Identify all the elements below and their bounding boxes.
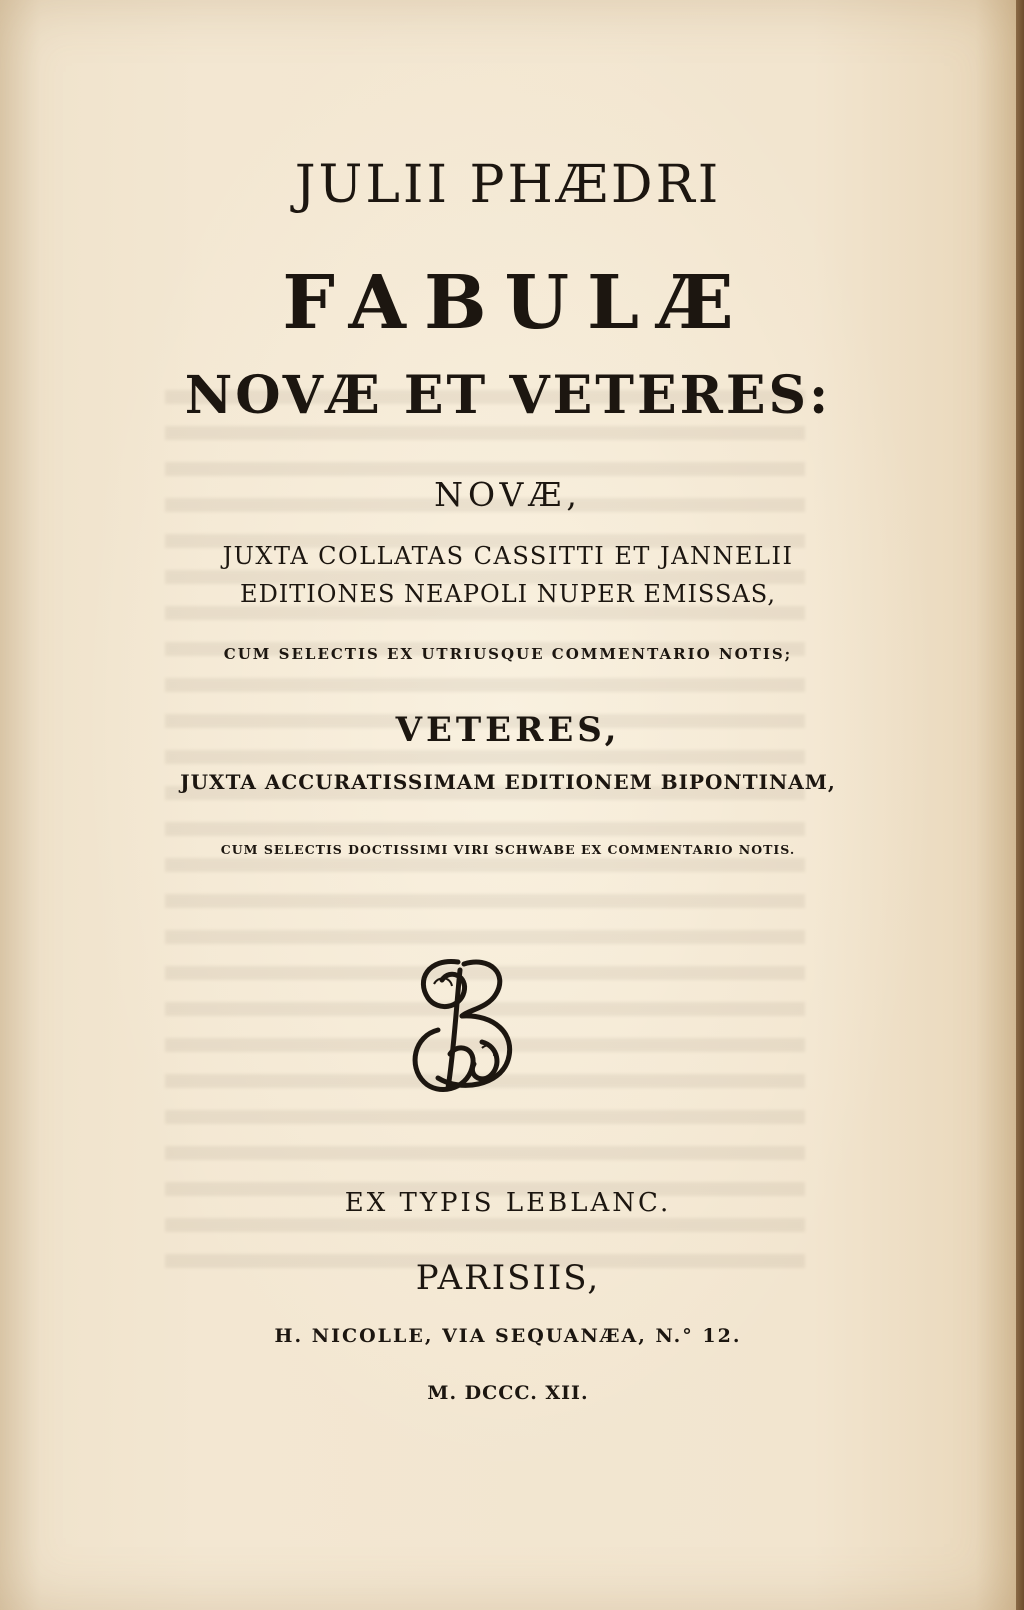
imprint-publisher: H. NICOLLE, VIA SEQUANÆA, N.° 12. <box>274 1325 742 1347</box>
imprint-date: M. DCCC. XII. <box>427 1382 589 1404</box>
novae-line-1: JUXTA COLLATAS CASSITTI ET JANNELII <box>222 542 794 570</box>
veteres-heading: VETERES, <box>395 710 621 750</box>
imprint-place: PARISIIS, <box>415 1258 601 1298</box>
veteres-line-1: JUXTA ACCURATISSIMAM EDITIONEM BIPONTINAM, <box>180 770 836 794</box>
novae-heading: NOVÆ, <box>434 475 582 514</box>
show-through-texture <box>165 390 805 1290</box>
printer-imprint: EX TYPIS LEBLANC. <box>344 1188 672 1218</box>
book-edge <box>1016 0 1024 1610</box>
title-author: JULII PHÆDRI <box>294 155 722 215</box>
title-subtitle: NOVÆ ET VETERES: <box>184 365 832 426</box>
printer-monogram-icon <box>398 950 528 1100</box>
veteres-notes: CUM SELECTIS DOCTISSIMI VIRI SCHWABE EX COMMENTARIO NOTIS. <box>220 842 796 857</box>
novae-line-2: EDITIONES NEAPOLI NUPER EMISSAS, <box>240 580 776 608</box>
title-main: FABULÆ <box>282 260 752 346</box>
novae-notes: CUM SELECTIS EX UTRIUSQUE COMMENTARIO NOTIS; <box>223 645 793 663</box>
